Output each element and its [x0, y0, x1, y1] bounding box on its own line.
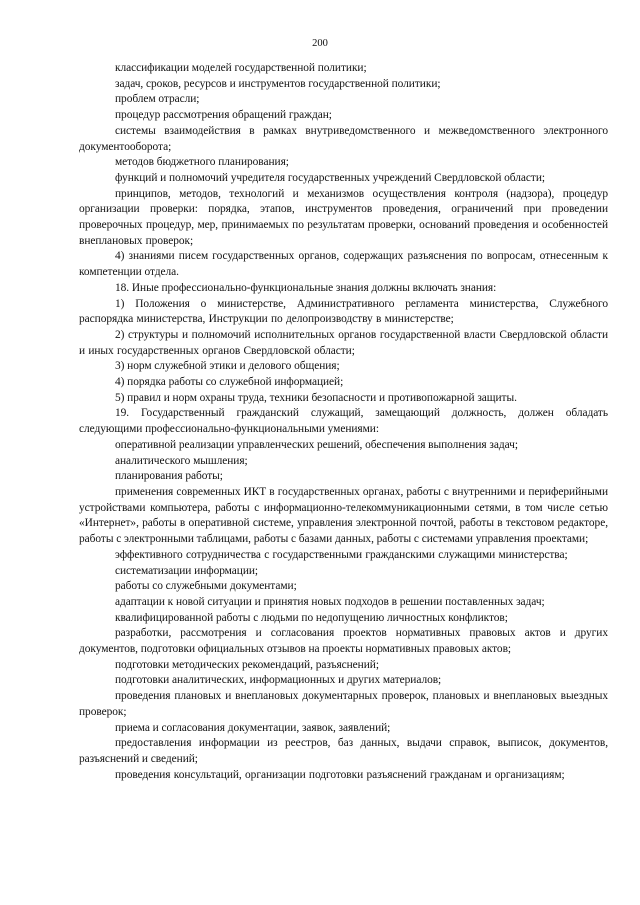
paragraph: функций и полномочий учредителя государственных учреждений Свердловской области;	[115, 171, 545, 184]
paragraph: применения современных ИКТ в государственных органах, работы с внутренними и периферийными устройствами компьютера, работы с информационно-телекоммуникационными сетями, в том числе сетью «Интернет», работы в оперативной системе, управления электронной почтой, работы в текстовом редакторе, работы с электронными таблицами, работы с базами данных, работы с системами управления проектами;	[79, 485, 608, 546]
page-number: 200	[312, 38, 328, 49]
paragraph: эффективного сотрудничества с государственными гражданскими служащими министерства;	[115, 548, 568, 561]
paragraph: 5) правил и норм охраны труда, техники безопасности и противопожарной защиты.	[115, 391, 517, 404]
paragraph: методов бюджетного планирования;	[115, 156, 289, 169]
paragraph: подготовки аналитических, информационных и других материалов;	[115, 674, 442, 687]
paragraph: оперативной реализации управленческих решений, обеспечения выполнения задач;	[115, 438, 518, 451]
paragraph: проблем отрасли;	[115, 93, 200, 106]
paragraph: проведения плановых и внеплановых документарных проверок, плановых и внеплановых выездных проверок;	[79, 690, 608, 718]
paragraph: 18. Иные профессионально-функциональные знания должны включать знания:	[115, 281, 497, 294]
paragraph: разработки, рассмотрения и согласования проектов нормативных правовых актов и других документов, подготовки официальных отзывов на проекты нормативных правовых актов;	[79, 627, 608, 656]
paragraph: систематизации информации;	[115, 564, 259, 577]
paragraph: 4) порядка работы со служебной информацией;	[115, 376, 344, 389]
paragraph: аналитического мышления;	[115, 454, 248, 467]
paragraph: подготовки методических рекомендаций, разъяснений;	[115, 658, 379, 671]
paragraph: 1) Положения о министерстве, Административного регламента министерства, Служебного распорядка министерства, Инструкции по делопроизводству в министерстве;	[79, 297, 608, 326]
paragraph: системы взаимодействия в рамках внутриведомственного и межведомственного электронного документооборота;	[79, 124, 608, 153]
paragraph: 3) норм служебной этики и делового общения;	[115, 360, 340, 373]
paragraph: 19. Государственный гражданский служащий, замещающий должность, должен обладать следующими профессионально-функциональными умениями:	[79, 407, 608, 436]
paragraph: задач, сроков, ресурсов и инструментов государственной политики;	[115, 77, 441, 90]
document-body	[79, 61, 608, 783]
paragraph: работы со служебными документами;	[115, 580, 297, 593]
paragraph: 2) структуры и полномочий исполнительных органов государственной власти Свердловской области и иных государственных органов Свердловской области;	[79, 328, 608, 357]
paragraph: процедур рассмотрения обращений граждан;	[115, 109, 332, 122]
paragraph: квалифицированной работы с людьми по недопущению личностных конфликтов;	[115, 611, 508, 624]
paragraph: адаптации к новой ситуации и принятия новых подходов в решении поставленных задач;	[115, 595, 545, 608]
paragraph: приема и согласования документации, заявок, заявлений;	[115, 721, 391, 734]
paragraph: 4) знаниями писем государственных органов, содержащих разъяснения по вопросам, отнесенным к компетенции отдела.	[79, 250, 608, 279]
paragraph: планирования работы;	[115, 470, 223, 483]
paragraph: проведения консультаций, организации подготовки разъяснений гражданам и организациям;	[115, 768, 565, 781]
paragraph: предоставления информации из реестров, баз данных, выдачи справок, выписок, документов, разъяснений и сведений;	[79, 737, 608, 765]
paragraph: классификации моделей государственной политики;	[115, 62, 367, 74]
paragraph: принципов, методов, технологий и механизмов осуществления контроля (надзора), процедур организации проверки: порядка, этапов, инструментов проведения, ограничений при проведении проверочных процедур, мер, принимаемых по результатам проверки, оснований проведения и особенностей внеплановых проверок;	[79, 187, 608, 247]
